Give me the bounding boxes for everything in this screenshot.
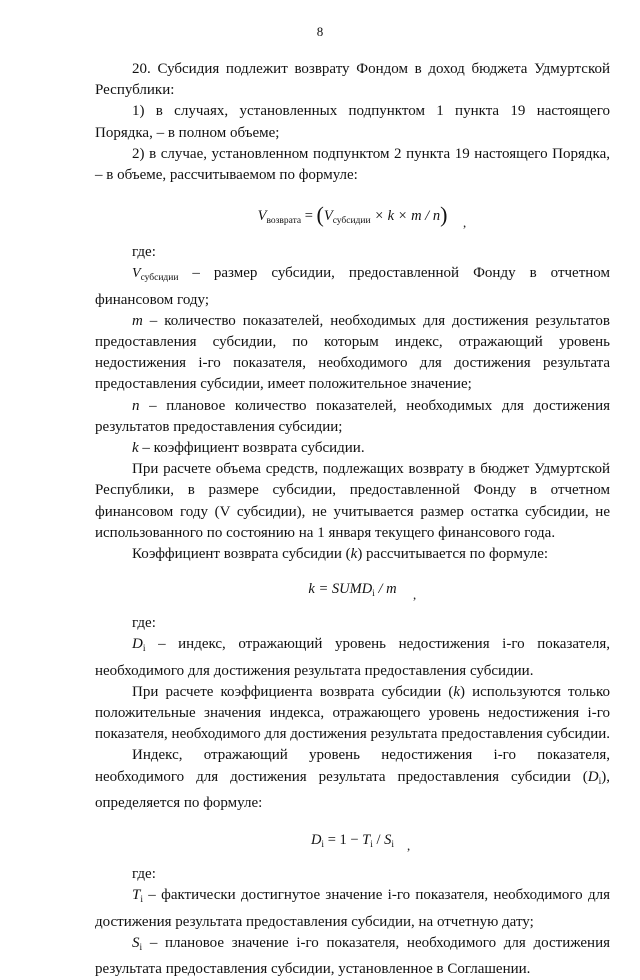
paragraph-index-intro — [95, 745, 610, 814]
formula-comma: , — [463, 215, 467, 231]
s-symbol-sub: i — [139, 942, 143, 953]
formula3-s: S — [384, 832, 392, 849]
document-body — [95, 59, 610, 980]
formula2-tail: / m — [374, 581, 397, 598]
formula3-slash: / — [372, 832, 385, 849]
positive-symbol: k — [453, 683, 461, 700]
formula3-lhs-sub: i — [321, 840, 325, 851]
d-definition-text: – индекс, отражающий уровень недостижения i-го показателя, необходимого для достижения результата предоставления субсидии. — [95, 636, 610, 679]
index-text-b: ), определяется по формуле: — [95, 768, 610, 811]
where-label-2: где: — [132, 615, 156, 632]
formula2-main: k = SUMD — [308, 581, 373, 598]
definition-m — [95, 311, 610, 396]
formula-k-coefficient — [95, 569, 610, 609]
paragraph-20-item-2: 2) в случае, установленном подпунктом 2 пункта 19 настоящего Порядка, – в объеме, рассчитываемом по формуле: — [95, 145, 610, 184]
positive-text-b: ) используются только положительные значения индекса, отражающего уровень недостижения i-го показателя, необходимого для достижения результата предоставления субсидии. — [95, 683, 611, 743]
paragraph-20: 20. Субсидия подлежит возврату Фондом в доход бюджета Удмуртской Республики: — [95, 61, 610, 99]
k-intro-symbol: k — [350, 546, 358, 563]
formula3-lhs: D — [310, 832, 322, 849]
t-definition-text: – фактически достигнутое значение i-го показателя, необходимого для достижения результата предоставления субсидии, на отчетную дату; — [95, 887, 610, 930]
formula2-sub: i — [372, 589, 375, 600]
s-symbol: S — [132, 934, 140, 951]
definition-s — [95, 933, 610, 980]
formula3-t-sub: i — [370, 840, 373, 851]
formula-lhs-var: V — [257, 208, 267, 225]
paragraph-20-item-1: 1) в случаях, установленных подпунктом 1 пункта 19 настоящего Порядка, – в полном объеме; — [95, 103, 610, 141]
index-text-a: Индекс, отражающий уровень недостижения i-го показателя, необходимого для достижения результата предоставления субсидии ( — [95, 747, 610, 785]
v-symbol: V — [132, 266, 141, 282]
positive-text-a: При расчете коэффициента возврата субсидии ( — [132, 683, 454, 700]
definition-d — [95, 634, 610, 681]
formula3-comma: , — [407, 838, 411, 854]
m-definition-text: – количество показателей, необходимых для достижения результатов предоставления субсидии, по которым индекс, отражающий уровень недостижения i-го показателя, необходимого для достижения результата предоставления субсидии, имеет положительное значение; — [95, 312, 610, 393]
k-intro-text-b: ) рассчитывается по формуле: — [357, 546, 549, 563]
t-symbol: T — [132, 887, 141, 904]
where-label-3: где: — [132, 866, 156, 883]
paragraph-k-intro — [95, 544, 610, 565]
index-symbol-sub: i — [598, 776, 602, 787]
formula-lhs-sub: возврата — [266, 216, 302, 227]
formula-equals: = — [304, 208, 313, 225]
d-symbol-sub: i — [142, 644, 146, 655]
v-definition-text: – размер субсидии, предоставленной Фонду в отчетном финансовом году; — [95, 265, 610, 308]
k-intro-text-a: Коэффициент возврата субсидии ( — [132, 546, 351, 563]
paragraph-calculation-note: При расчете объема средств, подлежащих возврату в бюджет Удмуртской Республики, в размере субсидии, предоставленной Фонду в отчетном финансовом году (V субсидии), не учитывается размер остатка субсидии, не использованного по состоянию на 1 января текущего финансового года. — [95, 461, 610, 541]
paragraph-positive-values — [95, 682, 610, 746]
formula3-s-sub: i — [391, 840, 395, 851]
d-symbol: D — [132, 636, 143, 653]
formula-rhs-rest: × k × m / n — [374, 208, 441, 225]
t-symbol-sub: i — [140, 895, 143, 906]
n-definition-text: – плановое количество показателей, необходимых для достижения результатов предоставления субсидии; — [95, 397, 610, 435]
formula-return-volume — [95, 192, 610, 238]
m-symbol: m — [132, 312, 143, 329]
definition-t — [95, 885, 610, 932]
definition-k — [95, 438, 610, 459]
formula-index-d — [95, 820, 610, 860]
k-definition-text: – коэффициент возврата субсидии. — [138, 440, 365, 457]
definition-n — [95, 396, 610, 438]
formula3-t: T — [362, 832, 371, 849]
formula3-mid: = 1 − — [324, 832, 363, 849]
formula2-comma: , — [413, 587, 417, 603]
s-definition-text: – плановое значение i-го показателя, необходимого для достижения результата предоставления субсидии, установленное в Соглашении. — [95, 934, 610, 977]
n-symbol: n — [132, 397, 140, 414]
v-symbol-sub: субсидии — [140, 273, 179, 284]
where-label-1: где: — [132, 244, 156, 261]
page-number: 8 — [316, 24, 324, 39]
formula-rhs-sub: субсидии — [332, 216, 371, 227]
formula-open-paren: ( — [316, 202, 324, 228]
definition-v-subsidy — [95, 263, 610, 310]
formula-rhs-var: V — [323, 208, 333, 225]
formula-close-paren: ) — [440, 202, 448, 228]
index-symbol: D — [587, 768, 599, 785]
k-symbol: k — [132, 440, 139, 457]
